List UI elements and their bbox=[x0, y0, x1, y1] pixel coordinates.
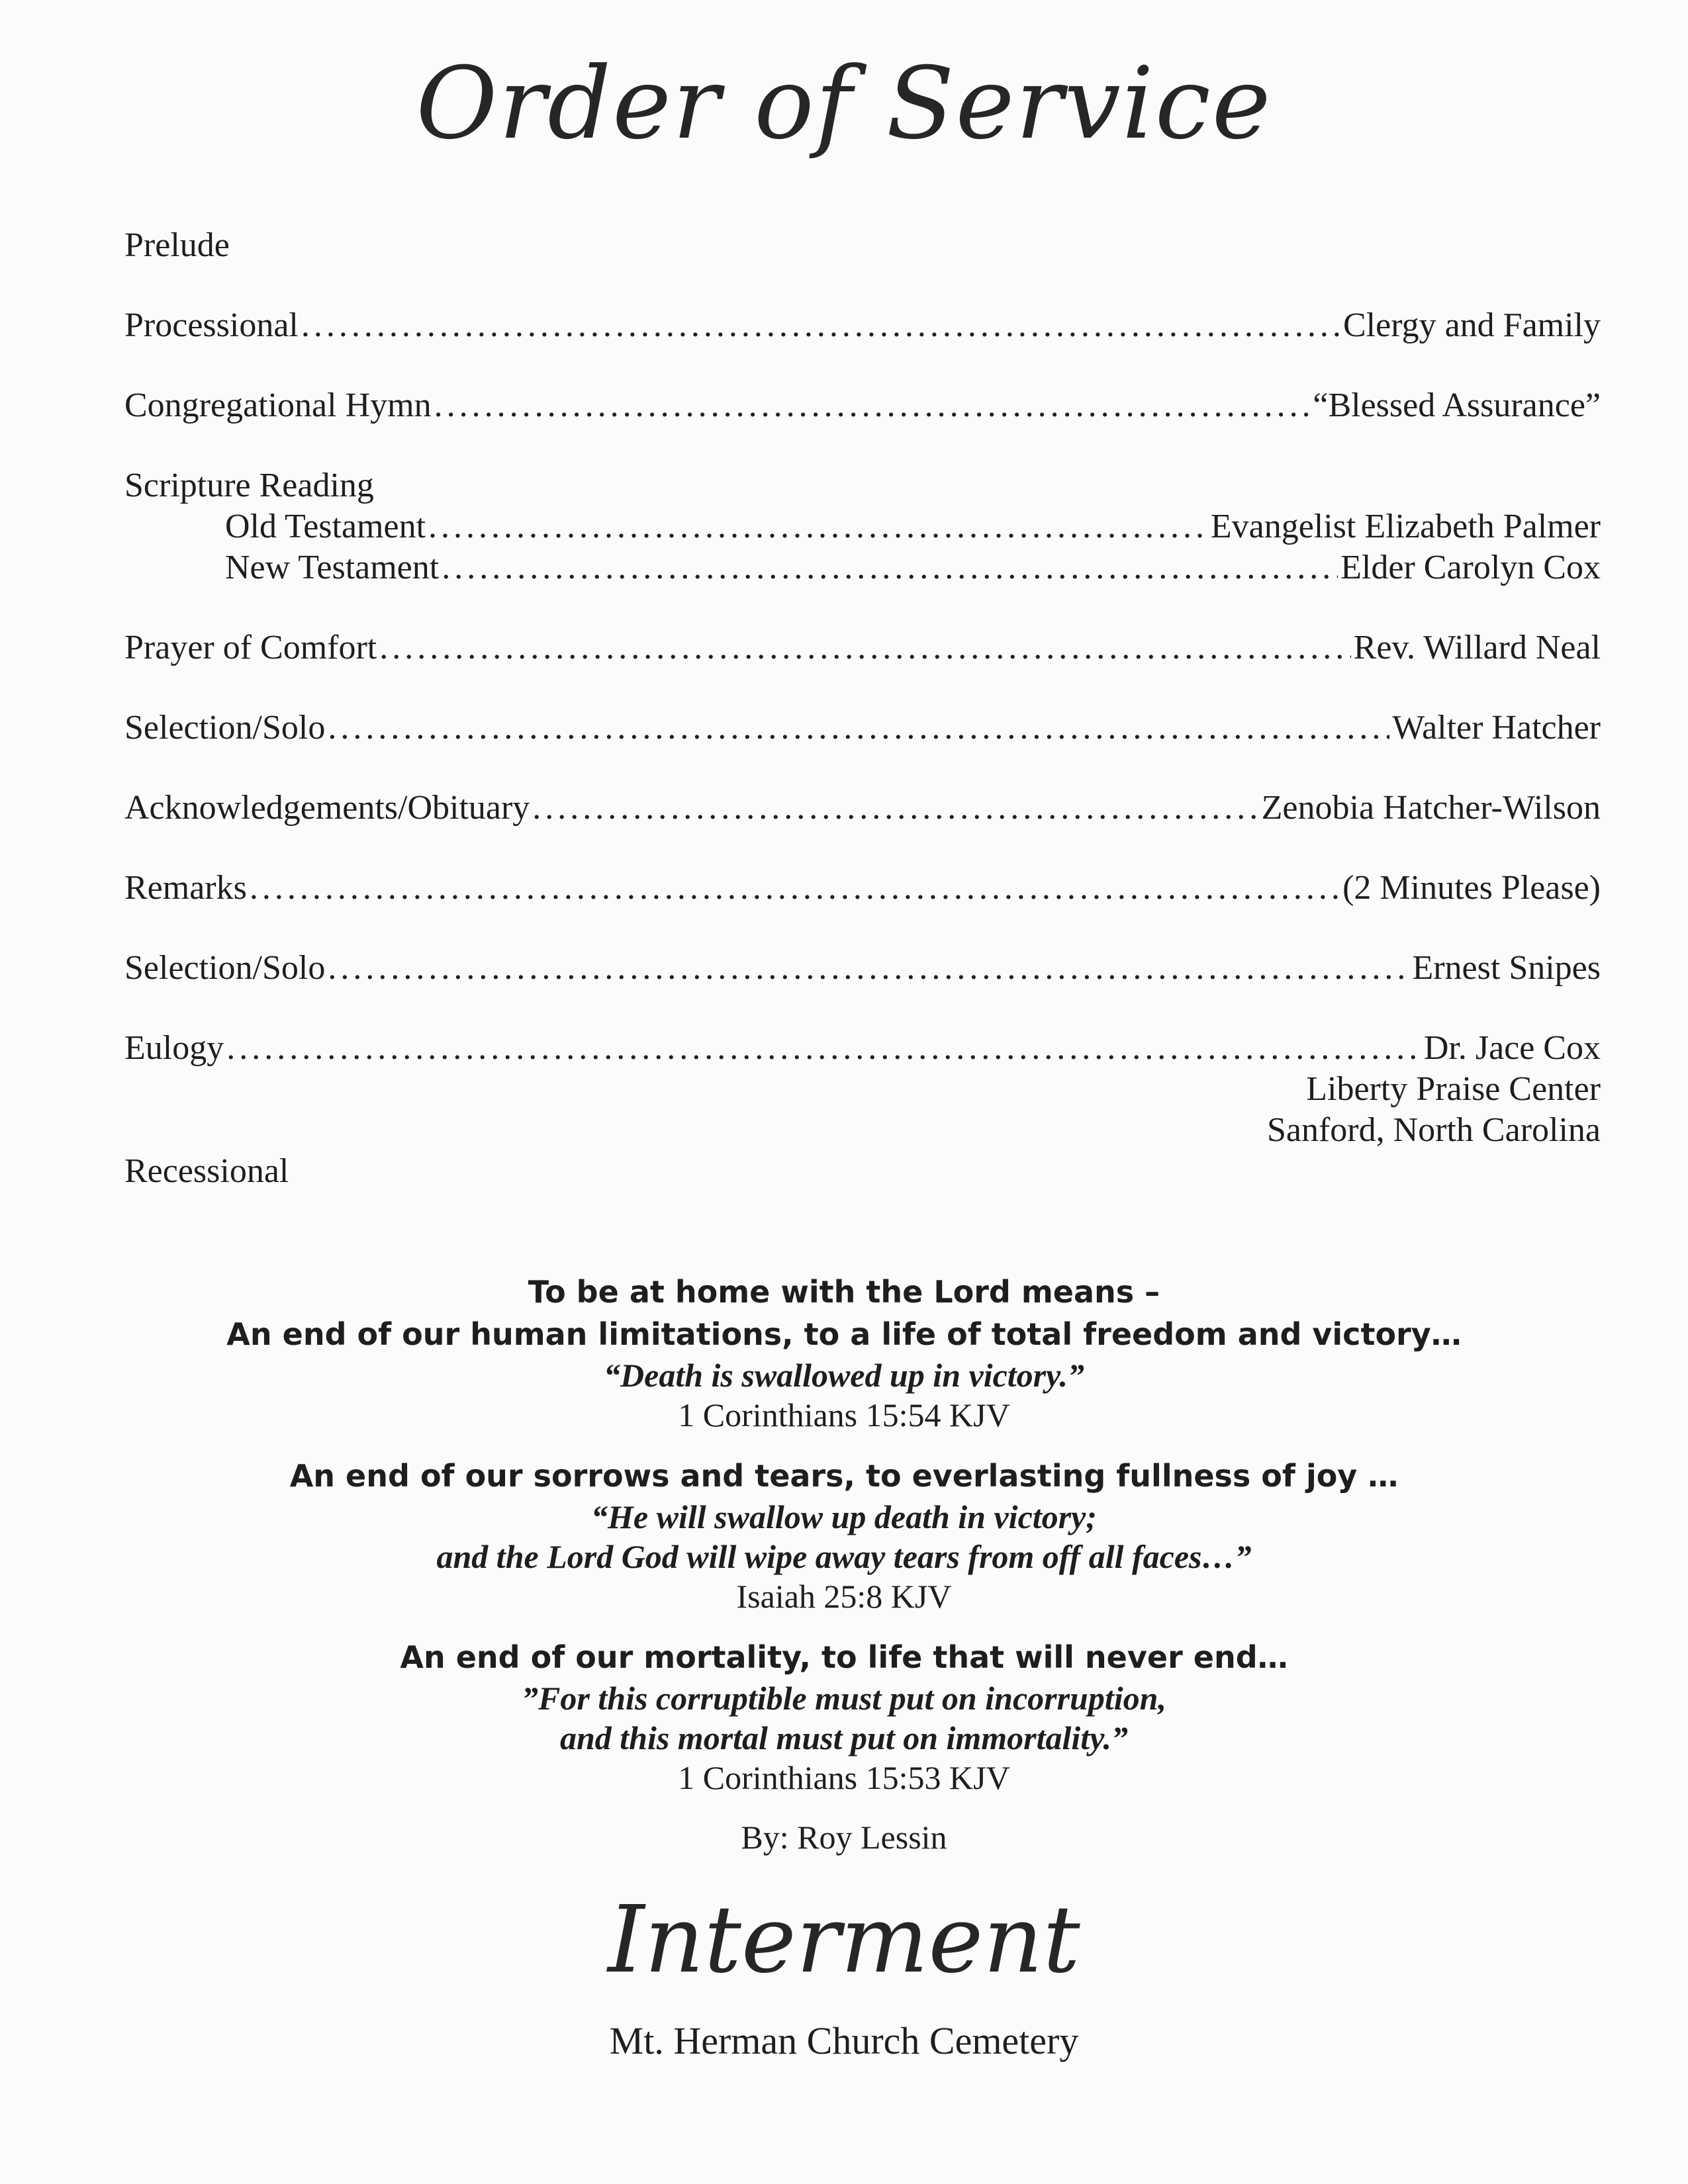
leader-dots bbox=[379, 627, 1350, 668]
scripture-reference: 1 Corinthians 15:53 KJV bbox=[678, 1759, 1010, 1796]
stanza-heading: An end of our human limitations, to a life of total freedom and victory… bbox=[226, 1316, 1462, 1352]
scripture-quote: “He will swallow up death in victory; bbox=[591, 1498, 1097, 1535]
leader-dots bbox=[250, 868, 1340, 909]
scripture-reference: 1 Corinthians 15:54 KJV bbox=[678, 1396, 1010, 1433]
program-label: Congregational Hymn bbox=[124, 387, 432, 424]
program-label: Acknowledgements/Obituary bbox=[124, 789, 530, 827]
program-label: Scripture Reading bbox=[124, 467, 374, 504]
program-item-prelude bbox=[124, 225, 1601, 266]
leader-dots bbox=[301, 305, 1340, 346]
program-participant: Zenobia Hatcher-Wilson bbox=[1261, 789, 1601, 827]
program-label: Processional bbox=[124, 306, 299, 344]
order-of-service bbox=[124, 225, 1601, 1192]
poem-stanza bbox=[0, 1636, 1688, 1797]
program-participant: Rev. Willard Neal bbox=[1353, 629, 1601, 666]
poem bbox=[0, 1271, 1688, 1857]
scripture-old-testament bbox=[124, 506, 1601, 547]
program-participant: Clergy and Family bbox=[1342, 306, 1601, 344]
interment-title: Interment bbox=[608, 1886, 1080, 1994]
program-participant: Walter Hatcher bbox=[1392, 709, 1601, 747]
program-item-solo-2 bbox=[124, 948, 1601, 989]
program-item-remarks bbox=[124, 868, 1601, 909]
program-participant: “Blessed Assurance” bbox=[1313, 387, 1601, 424]
program-participant: Evangelist Elizabeth Palmer bbox=[1210, 508, 1601, 545]
program-item-recessional bbox=[124, 1151, 1601, 1192]
leader-dots bbox=[434, 385, 1311, 426]
scripture-quote: and this mortal must put on immortality.” bbox=[559, 1719, 1129, 1756]
program-item-hymn bbox=[124, 385, 1601, 426]
program-label: Prayer of Comfort bbox=[124, 629, 377, 666]
program-item-eulogy bbox=[124, 1028, 1601, 1151]
poem-stanza bbox=[0, 1455, 1688, 1616]
poem-author: By: Roy Lessin bbox=[741, 1819, 947, 1856]
page-title: Order of Service bbox=[416, 46, 1272, 161]
eulogy-church: Liberty Praise Center bbox=[1306, 1070, 1601, 1108]
interment-location: Mt. Herman Church Cemetery bbox=[609, 2019, 1079, 2062]
program-label: Old Testament bbox=[225, 508, 426, 545]
program-label: New Testament bbox=[225, 549, 440, 586]
stanza-heading: An end of our sorrows and tears, to everlasting fullness of joy … bbox=[289, 1458, 1399, 1494]
program-participant: Elder Carolyn Cox bbox=[1340, 549, 1601, 586]
program-participant: (2 Minutes Please) bbox=[1342, 869, 1601, 907]
leader-dots bbox=[226, 1028, 1421, 1069]
leader-dots bbox=[428, 506, 1208, 547]
program-label: Selection/Solo bbox=[124, 709, 326, 747]
program-label: Prelude bbox=[124, 226, 230, 264]
program-label: Remarks bbox=[124, 869, 247, 907]
program-item-processional bbox=[124, 305, 1601, 346]
leader-dots bbox=[328, 948, 1409, 989]
program-participant: Dr. Jace Cox bbox=[1423, 1029, 1601, 1067]
program-item-scripture bbox=[124, 465, 1601, 588]
program-participant: Ernest Snipes bbox=[1412, 949, 1601, 987]
program-item-solo-1 bbox=[124, 707, 1601, 749]
leader-dots bbox=[532, 788, 1258, 829]
scripture-quote: and the Lord God will wipe away tears from off all faces…” bbox=[436, 1538, 1252, 1575]
program-item-prayer bbox=[124, 627, 1601, 668]
program-label: Eulogy bbox=[124, 1029, 224, 1067]
leader-dots bbox=[328, 707, 1389, 749]
program-label: Recessional bbox=[124, 1152, 289, 1190]
scripture-quote: “Death is swallowed up in victory.” bbox=[604, 1357, 1084, 1394]
eulogy-place: Sanford, North Carolina bbox=[1266, 1111, 1601, 1149]
stanza-heading: An end of our mortality, to life that will never end… bbox=[400, 1639, 1288, 1675]
scripture-quote: ”For this corruptible must put on incorruption, bbox=[522, 1680, 1166, 1717]
program-item-acknowledgements bbox=[124, 788, 1601, 829]
scripture-reference: Isaiah 25:8 KJV bbox=[736, 1578, 952, 1615]
poem-intro: To be at home with the Lord means – bbox=[528, 1274, 1160, 1310]
program-label: Selection/Solo bbox=[124, 949, 326, 987]
scripture-new-testament bbox=[124, 547, 1601, 588]
poem-stanza bbox=[0, 1313, 1688, 1435]
leader-dots bbox=[442, 547, 1338, 588]
